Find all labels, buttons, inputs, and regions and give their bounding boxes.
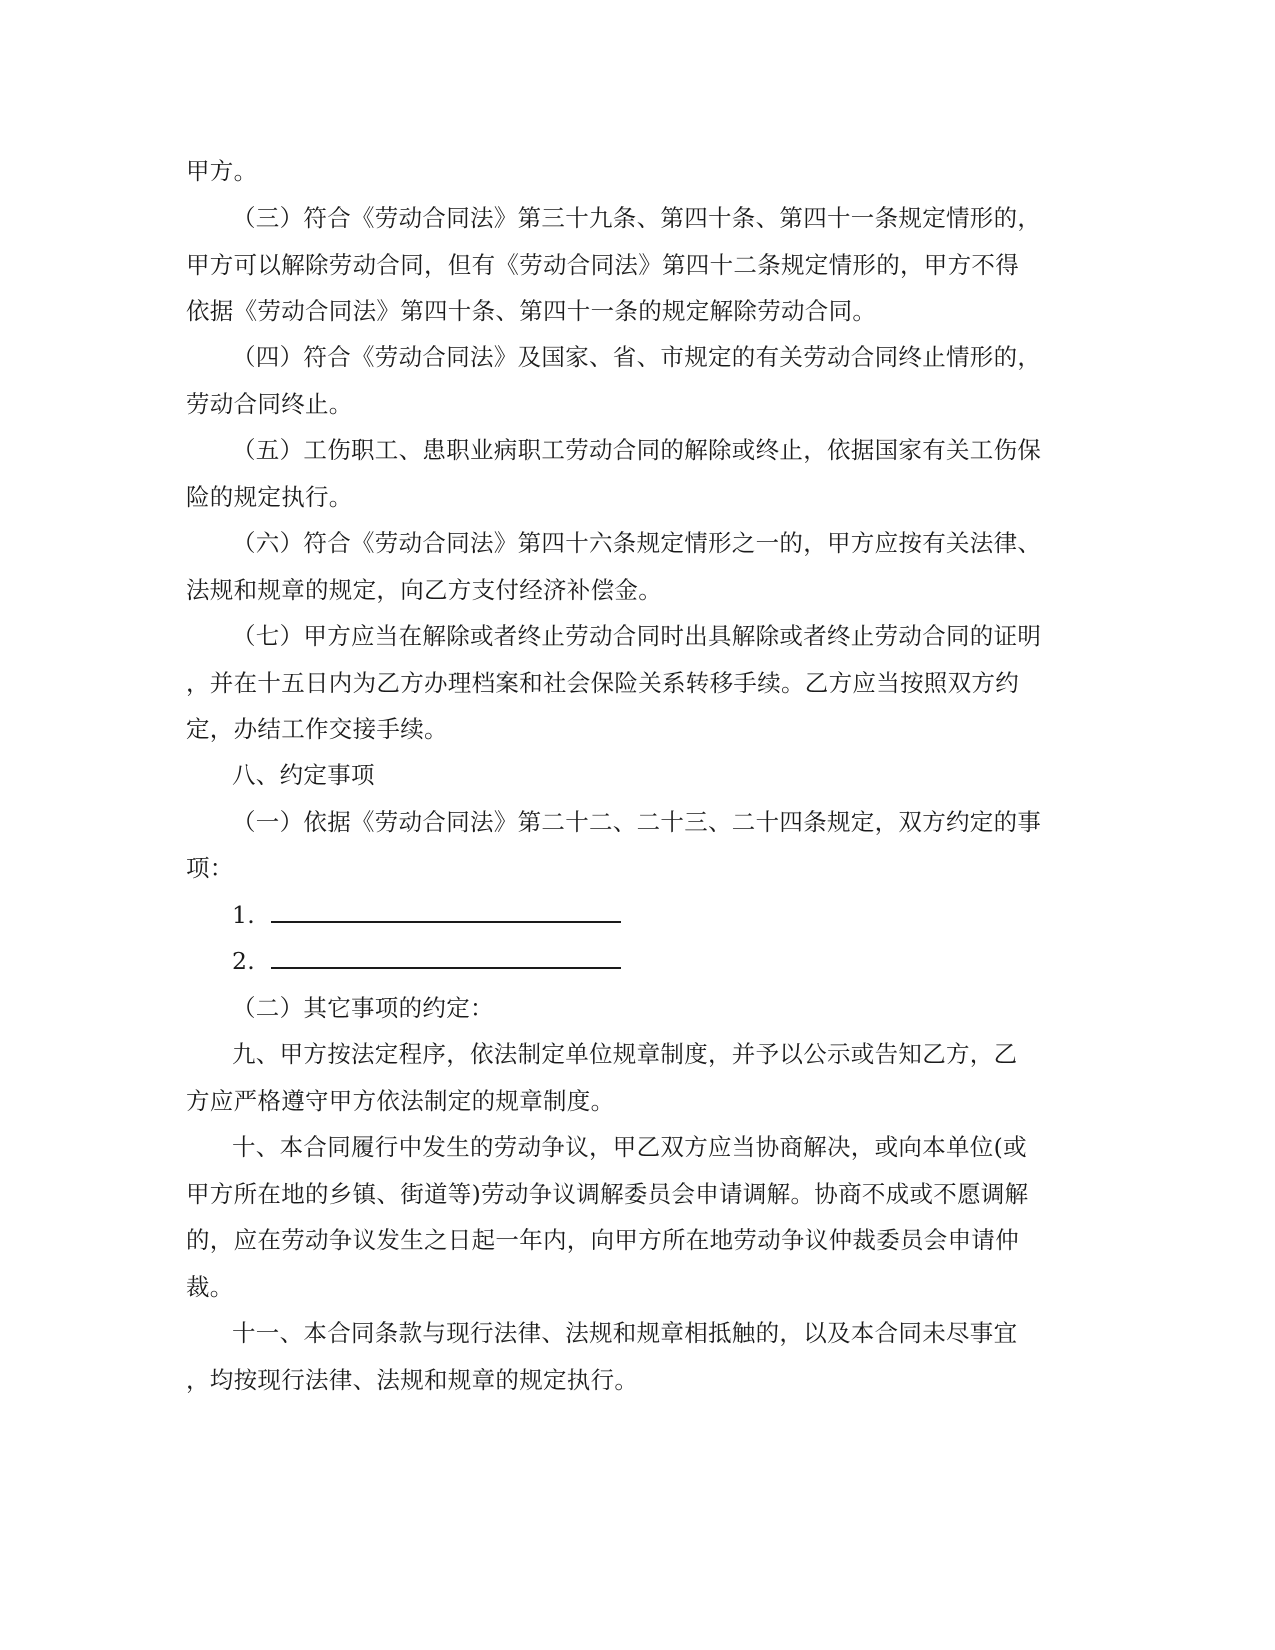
numbered-blank-item — [0, 899, 1275, 931]
text-line: 劳动合同终止。 — [186, 390, 353, 418]
text-line: 方应严格遵守甲方依法制定的规章制度。 — [186, 1087, 615, 1115]
numbered-blank-item — [0, 945, 1275, 977]
text-line: 甲方。 — [186, 157, 258, 185]
item-number: 2. — [232, 947, 256, 975]
text-line: 项： — [186, 854, 234, 882]
text-line: 定，办结工作交接手续。 — [186, 715, 448, 743]
text-line: 的，应在劳动争议发生之日起一年内，向甲方所在地劳动争议仲裁委员会申请仲 — [186, 1226, 1019, 1254]
text-line: （一）依据《劳动合同法》第二十二、二十三、二十四条规定，双方约定的事 — [232, 808, 1042, 836]
item-number: 1. — [232, 901, 256, 929]
text-line: 十、本合同履行中发生的劳动争议，甲乙双方应当协商解决，或向本单位(或 — [232, 1133, 1027, 1161]
fill-in-blank-line — [271, 945, 621, 969]
text-line: ，均按现行法律、法规和规章的规定执行。 — [186, 1366, 639, 1394]
text-line: 甲方可以解除劳动合同，但有《劳动合同法》第四十二条规定情形的，甲方不得 — [186, 251, 1019, 279]
text-line: 险的规定执行。 — [186, 483, 353, 511]
text-line: ，并在十五日内为乙方办理档案和社会保险关系转移手续。乙方应当按照双方约 — [186, 669, 1019, 697]
text-line: 法规和规章的规定，向乙方支付经济补偿金。 — [186, 576, 662, 604]
text-line: 甲方所在地的乡镇、街道等)劳动争议调解委员会申请调解。协商不成或不愿调解 — [186, 1180, 1029, 1208]
text-line: （五）工伤职工、患职业病职工劳动合同的解除或终止，依据国家有关工伤保 — [232, 436, 1042, 464]
text-line: 裁。 — [186, 1273, 234, 1301]
text-line: （六）符合《劳动合同法》第四十六条规定情形之一的，甲方应按有关法律、 — [232, 529, 1042, 557]
fill-in-blank-line — [271, 899, 621, 923]
text-line: （三）符合《劳动合同法》第三十九条、第四十条、第四十一条规定情形的， — [232, 204, 1042, 232]
text-line: （二）其它事项的约定： — [232, 994, 494, 1022]
text-line: 依据《劳动合同法》第四十条、第四十一条的规定解除劳动合同。 — [186, 297, 877, 325]
text-line: （四）符合《劳动合同法》及国家、省、市规定的有关劳动合同终止情形的， — [232, 343, 1042, 371]
text-line: 十一、本合同条款与现行法律、法规和规章相抵触的，以及本合同未尽事宜 — [232, 1319, 1018, 1347]
text-line: 九、甲方按法定程序，依法制定单位规章制度，并予以公示或告知乙方，乙 — [232, 1040, 1018, 1068]
section-heading: 八、约定事项 — [232, 761, 375, 789]
text-line: （七）甲方应当在解除或者终止劳动合同时出具解除或者终止劳动合同的证明 — [232, 622, 1042, 650]
